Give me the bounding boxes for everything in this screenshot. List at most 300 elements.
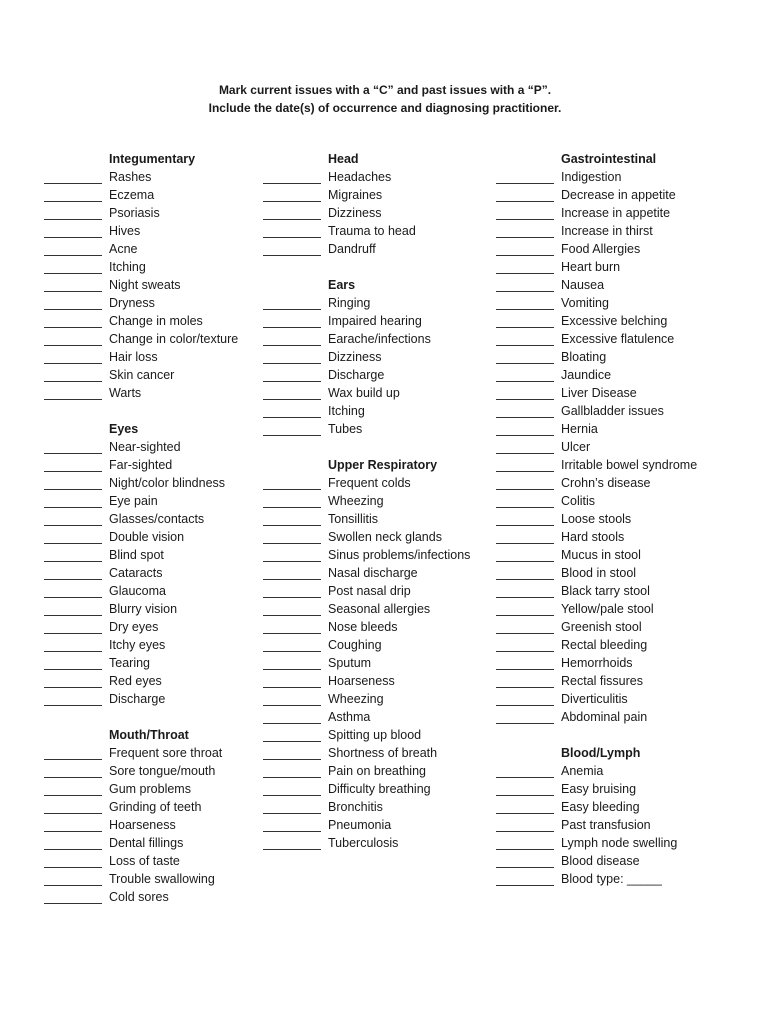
item-label: Difficulty breathing	[328, 782, 431, 796]
form-header	[0, 81, 770, 117]
mark-blank-field[interactable]	[263, 567, 321, 580]
section-heading-label: Integumentary	[109, 152, 196, 166]
mark-blank-field[interactable]	[263, 801, 321, 814]
mark-blank-field[interactable]	[263, 837, 321, 850]
checklist-item	[496, 852, 697, 870]
mark-blank-field[interactable]	[263, 243, 321, 256]
section-spacer	[263, 438, 470, 456]
item-label: Itching	[328, 404, 365, 418]
mark-blank-field[interactable]	[44, 243, 102, 256]
mark-blank-field[interactable]	[263, 693, 321, 706]
checklist-item	[496, 456, 697, 474]
mark-blank-field[interactable]	[263, 351, 321, 364]
section-heading	[44, 150, 238, 168]
mark-blank-field[interactable]	[44, 585, 102, 598]
mark-blank-field[interactable]	[263, 189, 321, 202]
mark-blank-field[interactable]	[44, 783, 102, 796]
instruction-line-2: Include the date(s) of occurrence and diagnosing practitioner.	[208, 101, 562, 115]
checklist-item	[496, 546, 697, 564]
mark-blank-field[interactable]	[263, 585, 321, 598]
checklist-item	[44, 474, 238, 492]
item-label: Double vision	[109, 530, 185, 544]
mark-blank-field[interactable]	[44, 621, 102, 634]
item-label: Vomiting	[561, 296, 609, 310]
item-label: Bronchitis	[328, 800, 383, 814]
mark-blank-field[interactable]	[496, 423, 554, 436]
checklist-item	[44, 762, 238, 780]
item-label: Nausea	[561, 278, 605, 292]
item-label: Tonsillitis	[328, 512, 379, 526]
mark-blank-field[interactable]	[263, 207, 321, 220]
mark-blank-field[interactable]	[496, 657, 554, 670]
mark-blank-field[interactable]	[263, 369, 321, 382]
mark-blank-field[interactable]	[496, 621, 554, 634]
checklist-item	[263, 294, 470, 312]
mark-blank-field[interactable]	[263, 225, 321, 238]
checklist-item	[496, 564, 697, 582]
item-label: Blind spot	[109, 548, 164, 562]
checklist-item	[263, 744, 470, 762]
item-label: Wheezing	[328, 692, 384, 706]
section-heading	[44, 726, 238, 744]
checklist-item	[44, 600, 238, 618]
checklist-item	[496, 780, 697, 798]
mark-blank-field[interactable]	[263, 423, 321, 436]
checklist-item	[263, 366, 470, 384]
item-label: Glaucoma	[109, 584, 166, 598]
item-label: Sore tongue/mouth	[109, 764, 216, 778]
item-label: Indigestion	[561, 170, 622, 184]
item-label: Change in color/texture	[109, 332, 239, 346]
mark-blank-field[interactable]	[496, 333, 554, 346]
checklist-item	[496, 492, 697, 510]
mark-blank-field[interactable]	[44, 333, 102, 346]
item-label: Excessive belching	[561, 314, 668, 328]
mark-blank-field[interactable]	[44, 261, 102, 274]
item-label: Decrease in appetite	[561, 188, 676, 202]
checklist-item	[44, 816, 238, 834]
mark-blank-field[interactable]	[263, 477, 321, 490]
mark-blank-field[interactable]	[496, 837, 554, 850]
mark-blank-field[interactable]	[496, 603, 554, 616]
checklist-item	[44, 834, 238, 852]
mark-blank-field[interactable]	[263, 549, 321, 562]
mark-blank-field[interactable]	[44, 567, 102, 580]
checklist-item	[44, 636, 238, 654]
mark-blank-field[interactable]	[496, 369, 554, 382]
mark-blank-field[interactable]	[496, 315, 554, 328]
mark-blank-field[interactable]	[263, 819, 321, 832]
mark-blank-field[interactable]	[263, 171, 321, 184]
mark-blank-field[interactable]	[44, 549, 102, 562]
mark-blank-field[interactable]	[263, 333, 321, 346]
item-label: Warts	[109, 386, 142, 400]
checklist-item	[496, 222, 697, 240]
mark-blank-field[interactable]	[44, 279, 102, 292]
mark-blank-field[interactable]	[44, 441, 102, 454]
checklist-item	[496, 420, 697, 438]
item-label: Hard stools	[561, 530, 625, 544]
mark-blank-field[interactable]	[496, 441, 554, 454]
item-label: Gum problems	[109, 782, 191, 796]
mark-blank-field[interactable]	[44, 459, 102, 472]
section-spacer	[44, 708, 238, 726]
item-label: Discharge	[109, 692, 166, 706]
checklist-item	[44, 618, 238, 636]
mark-blank-field[interactable]	[263, 747, 321, 760]
mark-blank-field[interactable]	[44, 171, 102, 184]
mark-blank-field[interactable]	[496, 513, 554, 526]
item-label: Greenish stool	[561, 620, 642, 634]
mark-blank-field[interactable]	[44, 747, 102, 760]
item-label: Frequent colds	[328, 476, 411, 490]
mark-blank-field[interactable]	[263, 657, 321, 670]
mark-blank-field[interactable]	[496, 873, 554, 886]
checklist-item	[44, 276, 238, 294]
mark-blank-field[interactable]	[496, 567, 554, 580]
mark-blank-field[interactable]	[44, 693, 102, 706]
checklist-item	[44, 186, 238, 204]
item-label: Ulcer	[561, 440, 591, 454]
item-label: Abdominal pain	[561, 710, 648, 724]
checklist-item	[44, 240, 238, 258]
item-label: Tubes	[328, 422, 363, 436]
checklist-item	[263, 528, 470, 546]
item-label: Cold sores	[109, 890, 169, 904]
mark-blank-field[interactable]	[44, 801, 102, 814]
item-label: Acne	[109, 242, 138, 256]
mark-blank-field[interactable]	[263, 495, 321, 508]
item-label: Dizziness	[328, 350, 382, 364]
checklist-item	[496, 636, 697, 654]
item-label: Gallbladder issues	[561, 404, 664, 418]
mark-blank-field[interactable]	[44, 657, 102, 670]
item-label: Night/color blindness	[109, 476, 226, 490]
checklist-item	[44, 780, 238, 798]
checklist-item	[263, 186, 470, 204]
checklist-item	[496, 618, 697, 636]
mark-blank-field[interactable]	[44, 477, 102, 490]
checklist-item	[496, 510, 697, 528]
checklist-item	[44, 546, 238, 564]
mark-blank-field[interactable]	[496, 765, 554, 778]
checklist-item	[44, 348, 238, 366]
section-heading-label: Head	[328, 152, 359, 166]
item-label: Cataracts	[109, 566, 163, 580]
checklist-item	[263, 312, 470, 330]
section-heading-label: Upper Respiratory	[328, 458, 438, 472]
checklist-item	[496, 348, 697, 366]
item-label: Nasal discharge	[328, 566, 418, 580]
checklist-item	[263, 222, 470, 240]
mark-blank-field[interactable]	[263, 675, 321, 688]
section-heading	[263, 456, 470, 474]
item-label: Jaundice	[561, 368, 612, 382]
checklist-item	[44, 204, 238, 222]
mark-blank-field[interactable]	[263, 531, 321, 544]
section-heading-label: Ears	[328, 278, 356, 292]
mark-blank-field[interactable]	[496, 477, 554, 490]
checklist-item	[44, 690, 238, 708]
item-label: Frequent sore throat	[109, 746, 223, 760]
mark-blank-field[interactable]	[263, 315, 321, 328]
checklist-item	[44, 330, 238, 348]
mark-blank-field[interactable]	[496, 171, 554, 184]
mark-blank-field[interactable]	[496, 387, 554, 400]
item-label: Crohn’s disease	[561, 476, 651, 490]
checklist-item	[496, 816, 697, 834]
mark-blank-field[interactable]	[496, 675, 554, 688]
section-spacer	[496, 726, 697, 744]
item-label: Blood type: _____	[561, 872, 662, 886]
mark-blank-field[interactable]	[263, 513, 321, 526]
item-label: Rectal fissures	[561, 674, 643, 688]
item-label: Blurry vision	[109, 602, 178, 616]
item-label: Hernia	[561, 422, 598, 436]
mark-blank-field[interactable]	[44, 531, 102, 544]
mark-blank-field[interactable]	[496, 549, 554, 562]
checklist-item	[263, 834, 470, 852]
mark-blank-field[interactable]	[44, 513, 102, 526]
section-heading	[496, 744, 697, 762]
mark-blank-field[interactable]	[496, 243, 554, 256]
mark-blank-field[interactable]	[263, 765, 321, 778]
item-label: Itchy eyes	[109, 638, 166, 652]
checklist-item	[44, 852, 238, 870]
mark-blank-field[interactable]	[44, 603, 102, 616]
mark-blank-field[interactable]	[44, 891, 102, 904]
item-label: Yellow/pale stool	[561, 602, 654, 616]
mark-blank-field[interactable]	[263, 603, 321, 616]
checklist-item	[44, 582, 238, 600]
mark-blank-field[interactable]	[44, 315, 102, 328]
checklist-item	[263, 564, 470, 582]
section-heading-label: Eyes	[109, 422, 139, 436]
checklist-item	[263, 726, 470, 744]
item-label: Increase in thirst	[561, 224, 653, 238]
mark-blank-field[interactable]	[496, 783, 554, 796]
item-label: Skin cancer	[109, 368, 175, 382]
mark-blank-field[interactable]	[44, 369, 102, 382]
checklist-item	[44, 312, 238, 330]
checklist-item	[44, 222, 238, 240]
item-label: Easy bleeding	[561, 800, 640, 814]
item-label: Dry eyes	[109, 620, 159, 634]
checklist-item	[263, 816, 470, 834]
item-label: Rectal bleeding	[561, 638, 648, 652]
checklist-item	[263, 204, 470, 222]
checklist-item	[496, 186, 697, 204]
checklist-item	[496, 204, 697, 222]
mark-blank-field[interactable]	[44, 819, 102, 832]
mark-blank-field[interactable]	[44, 495, 102, 508]
checklist-item	[496, 294, 697, 312]
section-heading	[263, 150, 470, 168]
item-label: Migraines	[328, 188, 383, 202]
item-label: Bloating	[561, 350, 607, 364]
item-label: Headaches	[328, 170, 392, 184]
mark-blank-field[interactable]	[496, 819, 554, 832]
section-heading	[263, 276, 470, 294]
mark-blank-field[interactable]	[496, 693, 554, 706]
item-label: Mucus in stool	[561, 548, 641, 562]
mark-blank-field[interactable]	[496, 279, 554, 292]
mark-blank-field[interactable]	[44, 297, 102, 310]
checklist-item	[44, 870, 238, 888]
checklist-item	[263, 600, 470, 618]
checklist-item	[263, 582, 470, 600]
checklist-item	[263, 384, 470, 402]
item-label: Increase in appetite	[561, 206, 671, 220]
checklist-item	[263, 654, 470, 672]
mark-blank-field[interactable]	[496, 585, 554, 598]
item-label: Heart burn	[561, 260, 621, 274]
checklist-item	[496, 258, 697, 276]
checklist-item	[44, 672, 238, 690]
item-label: Past transfusion	[561, 818, 651, 832]
item-label: Hives	[109, 224, 141, 238]
item-label: Hoarseness	[109, 818, 176, 832]
checklist-item	[44, 744, 238, 762]
mark-blank-field[interactable]	[44, 387, 102, 400]
checklist-item	[263, 240, 470, 258]
checklist-item	[44, 564, 238, 582]
checklist-item	[44, 168, 238, 186]
mark-blank-field[interactable]	[496, 459, 554, 472]
section-heading-label: Mouth/Throat	[109, 728, 189, 742]
checklist-item	[496, 438, 697, 456]
item-label: Dental fillings	[109, 836, 184, 850]
item-label: Food Allergies	[561, 242, 641, 256]
checklist-item	[496, 834, 697, 852]
checklist-item	[496, 402, 697, 420]
item-label: Rashes	[109, 170, 152, 184]
item-label: Nose bleeds	[328, 620, 398, 634]
mark-blank-field[interactable]	[496, 351, 554, 364]
mark-blank-field[interactable]	[496, 189, 554, 202]
mark-blank-field[interactable]	[263, 405, 321, 418]
mark-blank-field[interactable]	[44, 855, 102, 868]
checklist-item	[496, 600, 697, 618]
item-label: Change in moles	[109, 314, 203, 328]
mark-blank-field[interactable]	[44, 837, 102, 850]
item-label: Glasses/contacts	[109, 512, 205, 526]
checklist-item	[496, 240, 697, 258]
item-label: Eye pain	[109, 494, 158, 508]
mark-blank-field[interactable]	[496, 639, 554, 652]
checklist-item	[263, 762, 470, 780]
item-label: Blood in stool	[561, 566, 637, 580]
mark-blank-field[interactable]	[496, 405, 554, 418]
mark-blank-field[interactable]	[496, 801, 554, 814]
mark-blank-field[interactable]	[44, 225, 102, 238]
mark-blank-field[interactable]	[44, 639, 102, 652]
item-label: Ringing	[328, 296, 371, 310]
checklist-item	[263, 330, 470, 348]
checklist-item	[263, 492, 470, 510]
checklist-item	[263, 708, 470, 726]
checklist-item	[496, 474, 697, 492]
mark-blank-field[interactable]	[263, 621, 321, 634]
item-label: Red eyes	[109, 674, 162, 688]
instruction-line-1: Mark current issues with a “C” and past issues with a “P”.	[218, 83, 552, 97]
mark-blank-field[interactable]	[496, 225, 554, 238]
item-label: Loose stools	[561, 512, 632, 526]
section-heading-label: Gastrointestinal	[561, 152, 657, 166]
item-label: Wheezing	[328, 494, 384, 508]
mark-blank-field[interactable]	[496, 495, 554, 508]
item-label: Eczema	[109, 188, 155, 202]
mark-blank-field[interactable]	[44, 207, 102, 220]
section-heading	[496, 150, 697, 168]
checklist-item	[263, 780, 470, 798]
item-label: Loss of taste	[109, 854, 180, 868]
item-label: Trauma to head	[328, 224, 416, 238]
item-label: Seasonal allergies	[328, 602, 431, 616]
checklist-item	[496, 870, 697, 888]
item-label: Itching	[109, 260, 146, 274]
item-label: Wax build up	[328, 386, 400, 400]
item-label: Pain on breathing	[328, 764, 426, 778]
column-1	[44, 150, 238, 906]
checklist-item	[263, 672, 470, 690]
mark-blank-field[interactable]	[44, 351, 102, 364]
checklist-item	[44, 366, 238, 384]
checklist-item	[496, 798, 697, 816]
mark-blank-field[interactable]	[263, 387, 321, 400]
item-label: Anemia	[561, 764, 604, 778]
mark-blank-field[interactable]	[44, 189, 102, 202]
item-label: Dryness	[109, 296, 155, 310]
mark-blank-field[interactable]	[496, 297, 554, 310]
item-label: Irritable bowel syndrome	[561, 458, 698, 472]
mark-blank-field[interactable]	[263, 729, 321, 742]
item-label: Pneumonia	[328, 818, 392, 832]
mark-blank-field[interactable]	[263, 297, 321, 310]
mark-blank-field[interactable]	[496, 531, 554, 544]
mark-blank-field[interactable]	[496, 207, 554, 220]
mark-blank-field[interactable]	[44, 675, 102, 688]
checklist-item	[263, 510, 470, 528]
mark-blank-field[interactable]	[44, 765, 102, 778]
item-label: Liver Disease	[561, 386, 637, 400]
item-label: Near-sighted	[109, 440, 181, 454]
item-label: Coughing	[328, 638, 382, 652]
item-label: Trouble swallowing	[109, 872, 215, 886]
item-label: Diverticulitis	[561, 692, 628, 706]
item-label: Earache/infections	[328, 332, 431, 346]
checklist-item	[496, 168, 697, 186]
mark-blank-field[interactable]	[263, 711, 321, 724]
mark-blank-field[interactable]	[496, 855, 554, 868]
item-label: Spitting up blood	[328, 728, 422, 742]
item-label: Asthma	[328, 710, 371, 724]
item-label: Black tarry stool	[561, 584, 650, 598]
mark-blank-field[interactable]	[496, 261, 554, 274]
mark-blank-field[interactable]	[44, 873, 102, 886]
checklist-item	[263, 168, 470, 186]
checklist-item	[496, 276, 697, 294]
section-spacer	[263, 258, 470, 276]
checklist-item	[496, 762, 697, 780]
mark-blank-field[interactable]	[496, 711, 554, 724]
checklist-item	[263, 546, 470, 564]
checklist-item	[263, 402, 470, 420]
checklist-item	[496, 384, 697, 402]
mark-blank-field[interactable]	[263, 783, 321, 796]
item-label: Discharge	[328, 368, 385, 382]
mark-blank-field[interactable]	[263, 639, 321, 652]
